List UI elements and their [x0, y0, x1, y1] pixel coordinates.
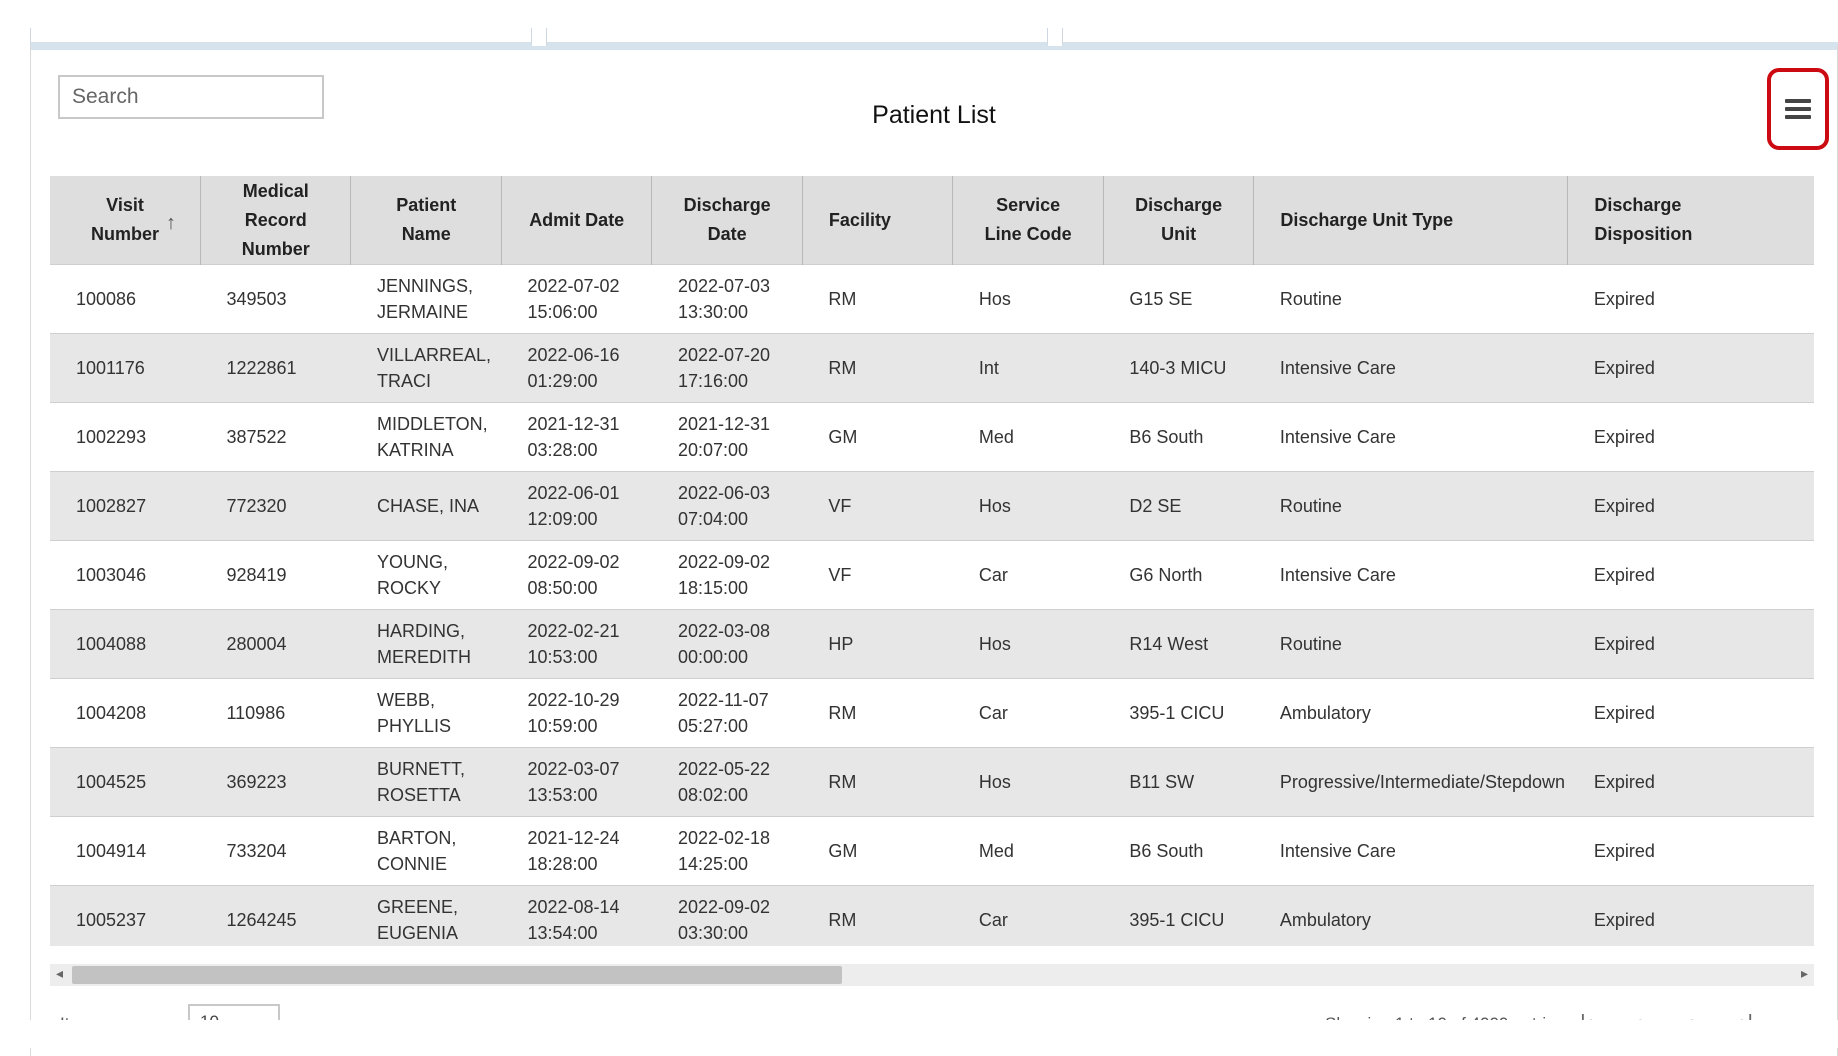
cell-discharge-date-line: 2022-11-07: [677, 690, 769, 710]
patient-table-container[interactable]: [50, 176, 1814, 946]
cell-facility: VF: [802, 472, 952, 541]
cell-patient-name-line: PHYLLIS: [376, 716, 452, 736]
cell-visit-number: 1004525: [50, 748, 200, 817]
cell-facility: HP: [802, 610, 952, 679]
cell-discharge-unit: B6 South: [1103, 403, 1253, 472]
cell-discharge-date-line: 2022-09-02: [677, 552, 771, 572]
column-header-facility[interactable]: Facility: [802, 176, 952, 265]
cell-discharge-unit: G15 SE: [1103, 265, 1253, 334]
cell-medical-record-number: 1222861: [200, 334, 350, 403]
cell-facility: RM: [802, 886, 952, 947]
cell-discharge-date: [652, 472, 802, 541]
cell-admit-date: [501, 679, 651, 748]
hamburger-menu-icon: [1785, 99, 1811, 119]
cell-admit-date-line: 10:53:00: [527, 647, 598, 667]
cell-admit-date: [501, 403, 651, 472]
cell-discharge-date-line: 03:30:00: [677, 923, 749, 943]
column-header-discharge-unit-type[interactable]: Discharge Unit Type: [1254, 176, 1568, 265]
cell-patient-name: [351, 265, 501, 334]
cell-patient-name: [351, 472, 501, 541]
cell-facility: RM: [802, 748, 952, 817]
cell-discharge-disposition: Expired: [1568, 679, 1814, 748]
cell-discharge-disposition: Expired: [1568, 886, 1814, 947]
cell-service-line-code: Car: [953, 541, 1103, 610]
cell-admit-date-line: 2022-09-02: [527, 552, 620, 572]
cell-patient-name-line: JENNINGS,: [376, 276, 473, 296]
column-header-visit-number[interactable]: [50, 176, 200, 265]
cell-admit-date: [501, 334, 651, 403]
table-row[interactable]: [50, 541, 1814, 610]
cell-patient-name-line: BARTON,: [376, 828, 457, 848]
table-row[interactable]: [50, 265, 1814, 334]
cell-discharge-disposition: Expired: [1568, 748, 1814, 817]
cell-admit-date-line: 12:09:00: [527, 509, 598, 529]
cell-discharge-unit: 140-3 MICU: [1103, 334, 1253, 403]
cell-patient-name-line: JERMAINE: [376, 302, 468, 322]
cell-discharge-date: [652, 265, 802, 334]
cell-discharge-date: [652, 610, 802, 679]
cell-admit-date: [501, 265, 651, 334]
cell-discharge-unit-type: Ambulatory: [1254, 679, 1568, 748]
cell-service-line-code: Hos: [953, 610, 1103, 679]
table-row[interactable]: [50, 472, 1814, 541]
cell-visit-number: 1004914: [50, 817, 200, 886]
cell-visit-number: 1002827: [50, 472, 200, 541]
cell-medical-record-number: 1264245: [200, 886, 350, 947]
cell-discharge-disposition: Expired: [1568, 472, 1814, 541]
cell-discharge-date-line: 00:00:00: [677, 647, 749, 667]
cell-patient-name: [351, 403, 501, 472]
cell-medical-record-number: 928419: [200, 541, 350, 610]
table-row[interactable]: [50, 679, 1814, 748]
cell-patient-name: [351, 817, 501, 886]
cell-admit-date-line: 2021-12-31: [527, 414, 620, 434]
patient-list-panel: [30, 46, 1838, 1056]
column-header-service-line-code[interactable]: Service Line Code: [953, 176, 1103, 265]
cell-discharge-unit: 395-1 CICU: [1103, 679, 1253, 748]
cell-discharge-date: [652, 886, 802, 947]
cell-admit-date: [501, 817, 651, 886]
patient-table: [50, 176, 1814, 946]
cell-admit-date-line: 2022-06-16: [527, 345, 620, 365]
cell-admit-date-line: 2022-10-29: [527, 690, 620, 710]
cell-discharge-date-line: 13:30:00: [677, 302, 749, 322]
cell-discharge-date-line: 2022-07-03: [677, 276, 771, 296]
cell-patient-name-line: KATRINA: [376, 440, 454, 460]
cell-admit-date: [501, 748, 651, 817]
cell-discharge-date: [652, 679, 802, 748]
cell-discharge-disposition: Expired: [1568, 265, 1814, 334]
cell-discharge-unit: G6 North: [1103, 541, 1253, 610]
cell-discharge-date-line: 14:25:00: [677, 854, 749, 874]
cell-discharge-date-line: 07:04:00: [677, 509, 749, 529]
cell-discharge-date: [652, 541, 802, 610]
cell-discharge-unit-type: Ambulatory: [1254, 886, 1568, 947]
cell-discharge-unit: R14 West: [1103, 610, 1253, 679]
cell-patient-name-line: BURNETT,: [376, 759, 465, 779]
arrow-up-icon[interactable]: ↑: [165, 212, 176, 234]
cell-discharge-unit-type: Routine: [1254, 610, 1568, 679]
cell-patient-name-line: CHASE, INA: [376, 496, 479, 516]
scroll-right-icon[interactable]: ▸: [1800, 965, 1808, 981]
column-header-discharge-unit[interactable]: Discharge Unit: [1103, 176, 1253, 265]
top-tab[interactable]: [30, 28, 532, 48]
column-header-medical-record-number[interactable]: Medical Record Number: [200, 176, 350, 265]
cell-service-line-code: Med: [953, 817, 1103, 886]
cell-patient-name-line: ROCKY: [376, 578, 441, 598]
cell-service-line-code: Car: [953, 679, 1103, 748]
cell-discharge-date-line: 2021-12-31: [677, 414, 771, 434]
cell-visit-number: 100086: [50, 265, 200, 334]
cell-visit-number: 1005237: [50, 886, 200, 947]
cell-patient-name-line: HARDING,: [376, 621, 465, 641]
cell-medical-record-number: 349503: [200, 265, 350, 334]
cell-admit-date: [501, 886, 651, 947]
viewport-bottom-edge: [0, 1020, 1838, 1048]
cell-patient-name-line: YOUNG,: [376, 552, 448, 572]
cell-discharge-date-line: 17:16:00: [677, 371, 749, 391]
column-header-discharge-disposition[interactable]: Discharge Disposition: [1568, 176, 1814, 265]
cell-medical-record-number: 369223: [200, 748, 350, 817]
cell-admit-date-line: 13:54:00: [527, 923, 598, 943]
cell-admit-date-line: 2022-07-02: [527, 276, 620, 296]
cell-facility: GM: [802, 817, 952, 886]
cell-discharge-date-line: 2022-03-08: [677, 621, 771, 641]
cell-visit-number: 1004208: [50, 679, 200, 748]
cell-patient-name-line: ROSETTA: [376, 785, 461, 805]
top-tab[interactable]: [546, 28, 1048, 48]
cell-discharge-date-line: 2022-05-22: [677, 759, 771, 779]
page-title: Patient List: [872, 101, 996, 129]
cell-admit-date-line: 2022-03-07: [527, 759, 620, 779]
cell-patient-name-line: CONNIE: [376, 854, 447, 874]
cell-discharge-unit: B6 South: [1103, 817, 1253, 886]
cell-discharge-date-line: 20:07:00: [677, 440, 749, 460]
cell-discharge-date: [652, 403, 802, 472]
scrollbar-thumb[interactable]: [72, 966, 842, 984]
cell-patient-name: [351, 334, 501, 403]
menu-button[interactable]: [1767, 68, 1829, 150]
cell-patient-name-line: EUGENIA: [376, 923, 458, 943]
cell-patient-name-line: VILLARREAL,: [376, 345, 492, 365]
cell-service-line-code: Car: [953, 886, 1103, 947]
cell-facility: GM: [802, 403, 952, 472]
cell-facility: RM: [802, 265, 952, 334]
cell-admit-date-line: 10:59:00: [527, 716, 598, 736]
cell-discharge-disposition: Expired: [1568, 610, 1814, 679]
cell-patient-name: [351, 748, 501, 817]
cell-discharge-unit-type: Progressive/Intermediate/Stepdown: [1254, 748, 1568, 817]
horizontal-scrollbar[interactable]: [50, 964, 1814, 986]
cell-discharge-date-line: 2022-09-02: [677, 897, 771, 917]
cell-patient-name-line: MIDDLETON,: [376, 414, 488, 434]
top-tab-strip: [30, 28, 1836, 44]
cell-service-line-code: Int: [953, 334, 1103, 403]
cell-discharge-date: [652, 334, 802, 403]
cell-discharge-unit: D2 SE: [1103, 472, 1253, 541]
top-tab[interactable]: [1062, 28, 1838, 48]
cell-visit-number: 1003046: [50, 541, 200, 610]
cell-medical-record-number: 110986: [200, 679, 350, 748]
cell-discharge-date-line: 2022-07-20: [677, 345, 771, 365]
cell-patient-name: [351, 610, 501, 679]
cell-admit-date: [501, 610, 651, 679]
cell-admit-date-line: 13:53:00: [527, 785, 598, 805]
cell-facility: RM: [802, 334, 952, 403]
cell-discharge-unit: 395-1 CICU: [1103, 886, 1253, 947]
table-row[interactable]: [50, 403, 1814, 472]
cell-discharge-disposition: Expired: [1568, 541, 1814, 610]
cell-discharge-date-line: 2022-02-18: [677, 828, 771, 848]
cell-admit-date-line: 01:29:00: [527, 371, 598, 391]
cell-admit-date-line: 2022-08-14: [527, 897, 620, 917]
cell-admit-date-line: 2022-06-01: [527, 483, 620, 503]
cell-admit-date-line: 08:50:00: [527, 578, 598, 598]
column-header-admit-date[interactable]: Admit Date: [501, 176, 651, 265]
cell-service-line-code: Hos: [953, 472, 1103, 541]
cell-patient-name-line: TRACI: [376, 371, 431, 391]
table-row[interactable]: [50, 817, 1814, 886]
cell-admit-date-line: 03:28:00: [527, 440, 598, 460]
cell-discharge-unit: B11 SW: [1103, 748, 1253, 817]
cell-admit-date: [501, 541, 651, 610]
cell-discharge-disposition: Expired: [1568, 403, 1814, 472]
cell-discharge-date-line: 08:02:00: [677, 785, 749, 805]
cell-discharge-unit-type: Intensive Care: [1254, 817, 1568, 886]
cell-discharge-date: [652, 748, 802, 817]
cell-medical-record-number: 772320: [200, 472, 350, 541]
table-row[interactable]: [50, 610, 1814, 679]
cell-discharge-unit-type: Intensive Care: [1254, 403, 1568, 472]
panel-top-border: [31, 46, 1837, 50]
cell-medical-record-number: 387522: [200, 403, 350, 472]
cell-discharge-unit-type: Routine: [1254, 265, 1568, 334]
cell-patient-name-line: WEBB,: [376, 690, 435, 710]
cell-admit-date-line: 18:28:00: [527, 854, 598, 874]
cell-facility: RM: [802, 679, 952, 748]
cell-admit-date: [501, 472, 651, 541]
cell-patient-name: [351, 679, 501, 748]
cell-service-line-code: Hos: [953, 748, 1103, 817]
cell-discharge-date-line: 18:15:00: [677, 578, 749, 598]
cell-visit-number: 1001176: [50, 334, 200, 403]
cell-patient-name-line: GREENE,: [376, 897, 458, 917]
table-header-row: [50, 176, 1814, 265]
table-row[interactable]: [50, 886, 1814, 947]
cell-medical-record-number: 733204: [200, 817, 350, 886]
cell-medical-record-number: 280004: [200, 610, 350, 679]
cell-service-line-code: Hos: [953, 265, 1103, 334]
table-row[interactable]: [50, 334, 1814, 403]
table-row[interactable]: [50, 748, 1814, 817]
cell-discharge-disposition: Expired: [1568, 817, 1814, 886]
column-header-patient-name[interactable]: Patient Name: [351, 176, 501, 265]
cell-discharge-disposition: Expired: [1568, 334, 1814, 403]
column-header-label: Visit Number: [90, 195, 159, 244]
cell-discharge-unit-type: Intensive Care: [1254, 541, 1568, 610]
cell-admit-date-line: 15:06:00: [527, 302, 598, 322]
cell-admit-date-line: 2021-12-24: [527, 828, 620, 848]
scroll-left-icon[interactable]: ◂: [56, 965, 64, 981]
cell-discharge-unit-type: Routine: [1254, 472, 1568, 541]
cell-patient-name: [351, 886, 501, 947]
cell-discharge-date-line: 05:27:00: [677, 716, 749, 736]
cell-patient-name: [351, 541, 501, 610]
cell-visit-number: 1004088: [50, 610, 200, 679]
cell-discharge-unit-type: Intensive Care: [1254, 334, 1568, 403]
cell-visit-number: 1002293: [50, 403, 200, 472]
cell-facility: VF: [802, 541, 952, 610]
cell-discharge-date-line: 2022-06-03: [677, 483, 771, 503]
cell-admit-date-line: 2022-02-21: [527, 621, 620, 641]
column-header-discharge-date[interactable]: Discharge Date: [652, 176, 802, 265]
cell-patient-name-line: MEREDITH: [376, 647, 471, 667]
cell-discharge-date: [652, 817, 802, 886]
cell-service-line-code: Med: [953, 403, 1103, 472]
